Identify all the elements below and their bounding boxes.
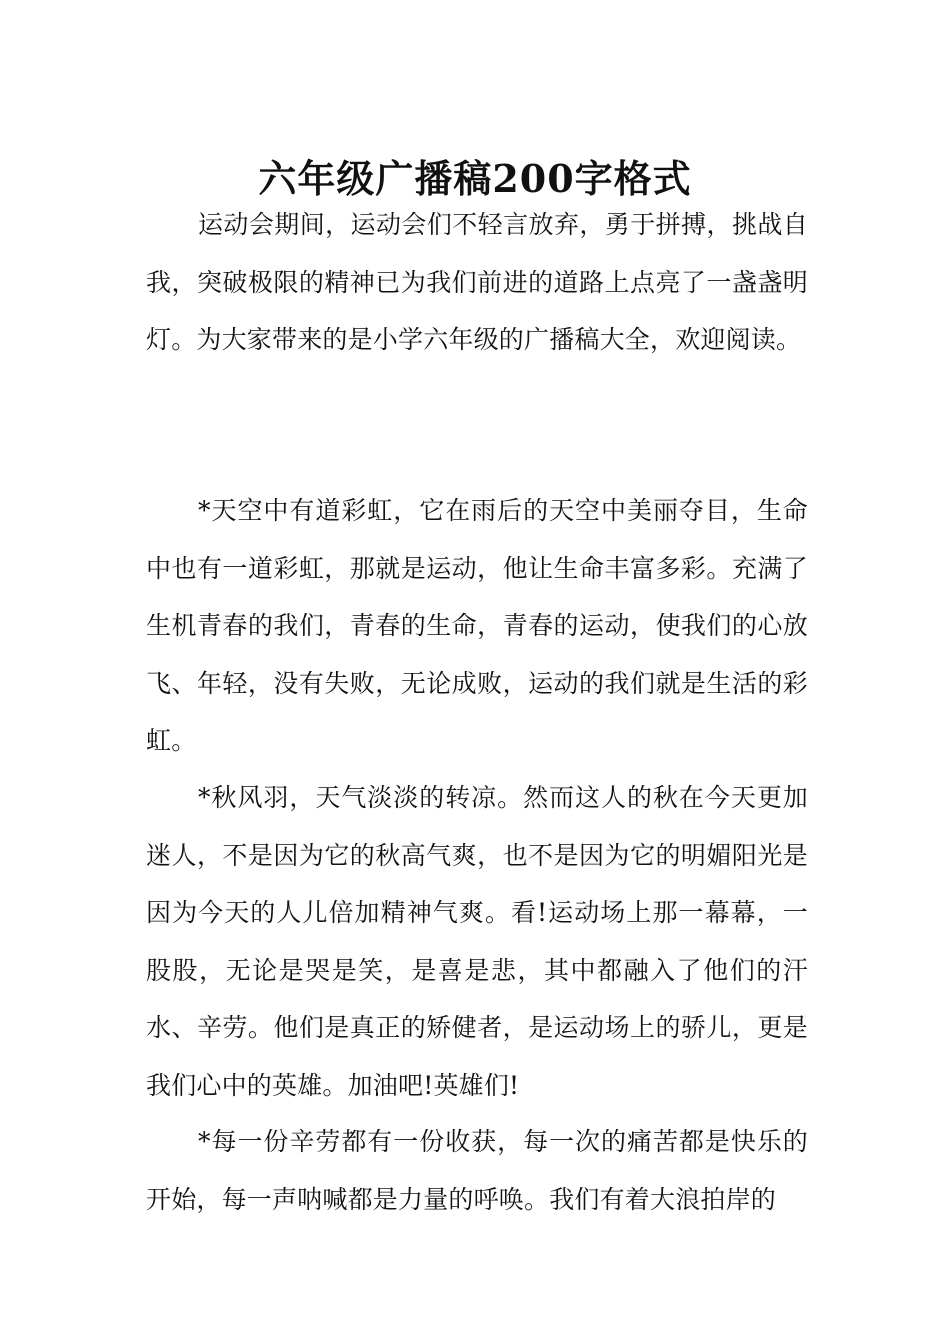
body-paragraph-rainbow: *天空中有道彩虹，它在雨后的天空中美丽夺目，生命中也有一道彩虹，那就是运动，他让生命丰富多彩。充满了生机青春的我们，青春的生命，青春的运动，使我们的心放飞、年轻，没有失败，无论成败，运动的我们就是生活的彩虹。 — [146, 496, 808, 755]
document-title: 六年级广播稿200字格式 — [258, 156, 692, 202]
body-paragraph-autumn: *秋风羽，天气淡淡的转凉。然而这人的秋在今天更加迷人，不是因为它的秋高气爽，也不是因为它的明媚阳光是因为今天的人儿倍加精神气爽。看!运动场上那一幕幕，一股股，无论是哭是笑，是喜是悲，其中都融入了他们的汗水、辛劳。他们是真正的矫健者，是运动场上的骄儿，更是我们心中的英雄。加油吧!英雄们! — [146, 783, 808, 1100]
intro-paragraph: 运动会期间，运动会们不轻言放弃，勇于拼搏，挑战自我，突破极限的精神已为我们前进的道路上点亮了一盏盏明灯。为大家带来的是小学六年级的广播稿大全，欢迎阅读。 — [146, 210, 808, 354]
body-paragraph-effort: *每一份辛劳都有一份收获，每一次的痛苦都是快乐的开始，每一声呐喊都是力量的呼唤。我们有着大浪拍岸的 — [146, 1127, 808, 1214]
